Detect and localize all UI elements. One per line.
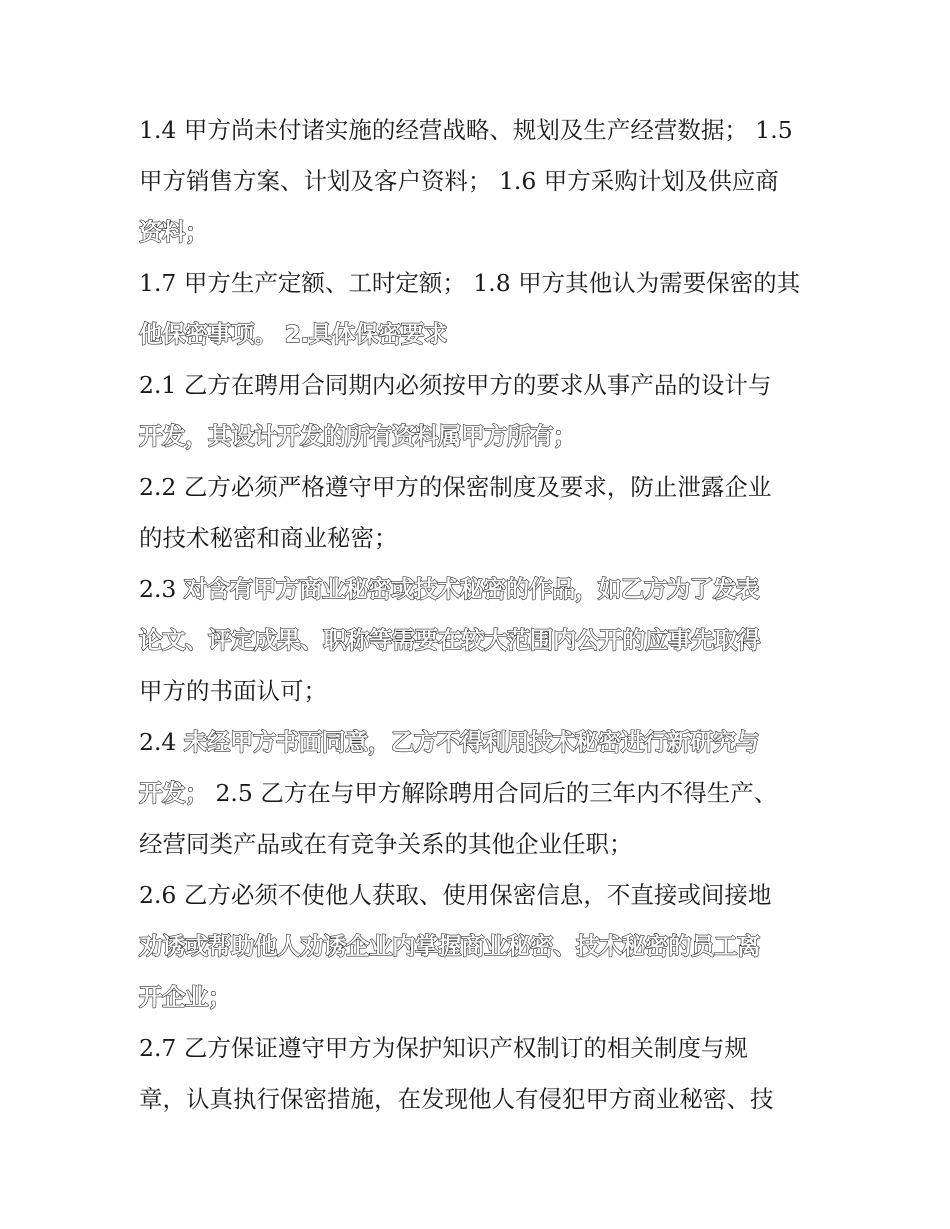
text-segment: 1.7 甲方生产定额、工时定额； 1.8 甲方其他认为需要保密的其 [139,269,801,297]
text-segment: 甲方的书面认可； [139,677,327,705]
text-segment: 2.7 乙方保证遵守甲方为保护知识产权制订的相关制度与规 [139,1034,748,1062]
text-segment: 甲方销售方案、计划及客户资料； 1.6 甲方采购计划及供应商 [139,167,779,195]
text-line [139,1026,819,1077]
text-line [139,312,819,363]
outlined-text-segment: 他保密事项。 2.具体保密要求 [139,320,447,348]
outlined-text-segment: 未经甲方书面同意，乙方不得利用技术秘密进行新研究与 [183,728,759,756]
text-segment: 经营同类产品或在有竞争关系的其他企业任职； [139,830,633,858]
text-line [139,465,819,516]
text-segment: 2.4 [139,728,184,756]
text-segment: 章，认真执行保密措施，在发现他人有侵犯甲方商业秘密、技 [139,1085,774,1113]
text-segment: 2.2 乙方必须严格遵守甲方的保密制度及要求，防止泄露企业 [139,473,772,501]
outlined-text-segment: 开发； [139,779,208,807]
text-line [139,516,819,567]
outlined-text-segment: 开企业； [139,983,231,1011]
text-line [139,363,819,414]
text-line [139,771,819,822]
text-line [139,261,819,312]
outlined-text-segment: 对含有甲方商业秘密或技术秘密的作品，如乙方为了发表 [183,575,759,603]
text-line [139,618,819,669]
text-segment: 2.3 [139,575,184,603]
text-line [139,822,819,873]
outlined-text-segment: 开发，其设计开发的所有资料属甲方所有； [139,422,576,450]
text-segment: 2.5 乙方在与甲方解除聘用合同后的三年内不得生产、 [208,779,778,807]
text-line [139,720,819,771]
text-line [139,1077,819,1128]
text-segment: 2.1 乙方在聘用合同期内必须按甲方的要求从事产品的设计与 [139,371,772,399]
text-line [139,567,819,618]
text-line [139,414,819,465]
text-line [139,210,819,261]
text-line [139,924,819,975]
text-line [139,975,819,1026]
text-line [139,873,819,924]
text-segment: 的技术秘密和商业秘密； [139,524,398,552]
outlined-text-segment: 论文、评定成果、职称等需要在较大范围内公开的应事先取得 [139,626,760,654]
outlined-text-segment: 劝诱或帮助他人劝诱企业内掌握商业秘密、技术秘密的员工离 [139,932,760,960]
text-line [139,108,819,159]
outlined-text-segment: 资料； [139,218,208,246]
text-line [139,159,819,210]
document-body [139,108,819,1128]
text-segment: 1.4 甲方尚未付诸实施的经营战略、规划及生产经营数据； 1.5 [139,116,793,144]
text-segment: 2.6 乙方必须不使他人获取、使用保密信息，不直接或间接地 [139,881,772,909]
text-line [139,669,819,720]
